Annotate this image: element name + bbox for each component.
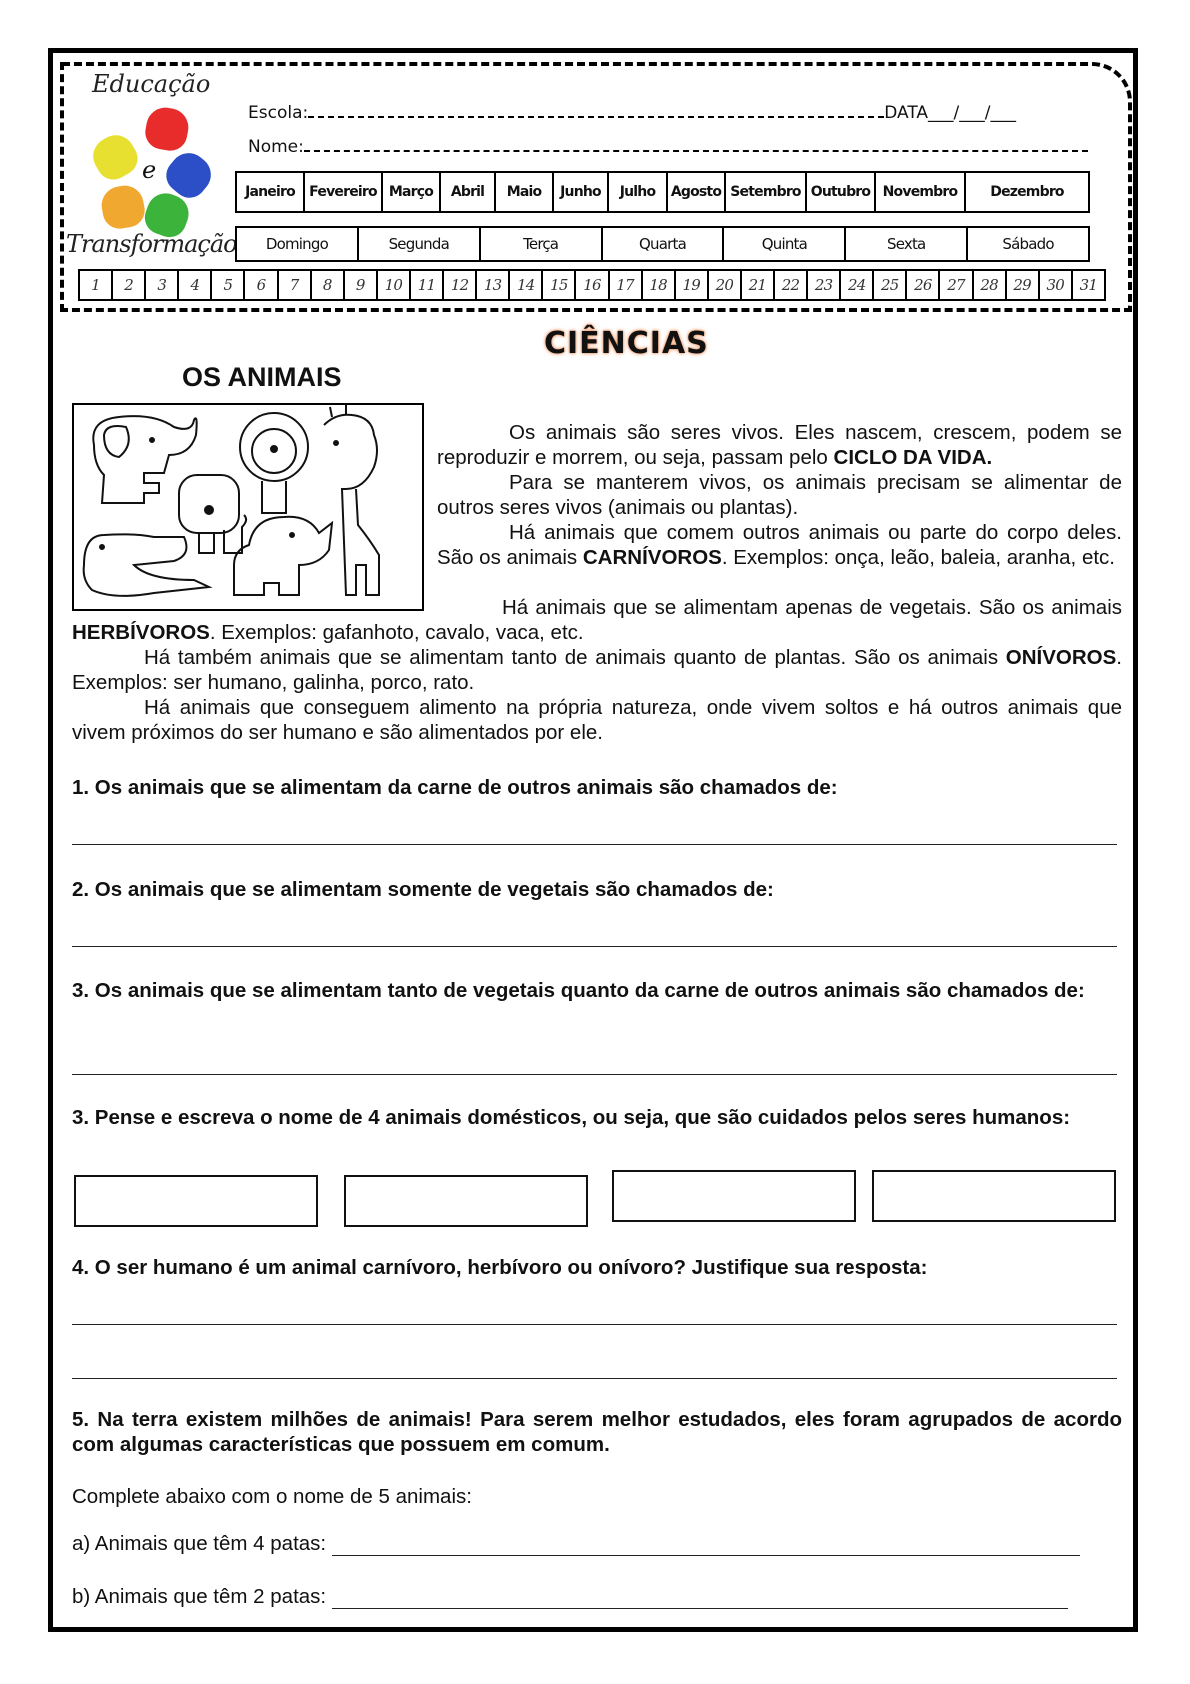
month-cell[interactable]: Abril: [441, 173, 496, 211]
red-hand-icon: [143, 105, 192, 154]
crocodile-icon: [84, 534, 209, 596]
school-field[interactable]: [248, 103, 1016, 123]
day-cell[interactable]: 2: [113, 271, 146, 299]
day-cell[interactable]: 24: [841, 271, 874, 299]
paragraph: Há animais que comem outros animais ou parte do corpo deles. São os animais CARNÍVOROS. Exemplos: onça, leão, baleia, aranha, etc.: [437, 521, 1122, 569]
day-cell[interactable]: 25: [874, 271, 907, 299]
question-1: 1. Os animais que se alimentam da carne de outros animais são chamados de:: [72, 776, 838, 799]
question-3: 3. Os animais que se alimentam tanto de vegetais quanto da carne de outros animais são chamados de:: [72, 979, 1085, 1002]
lion-icon: [240, 413, 308, 513]
answer-line-2[interactable]: [72, 946, 1117, 947]
month-cell[interactable]: Maio: [496, 173, 554, 211]
name-blank[interactable]: [304, 150, 1088, 152]
day-cell[interactable]: 29: [1007, 271, 1040, 299]
answer-line-4a[interactable]: [72, 1324, 1117, 1325]
logo-bottom-text: Transformação: [66, 230, 237, 258]
name-label: Nome:: [248, 137, 304, 157]
day-cell[interactable]: 5: [212, 271, 245, 299]
day-numbers-table: [78, 269, 1106, 301]
day-cell[interactable]: 6: [245, 271, 278, 299]
day-cell[interactable]: 21: [742, 271, 775, 299]
day-cell[interactable]: 11: [411, 271, 444, 299]
day-cell[interactable]: 4: [179, 271, 212, 299]
logo: [66, 68, 237, 264]
month-cell[interactable]: Junho: [554, 173, 609, 211]
intro-text: [437, 420, 1122, 570]
day-cell[interactable]: 12: [444, 271, 477, 299]
date-blank[interactable]: ___/___/___: [928, 103, 1016, 123]
month-cell[interactable]: Outubro: [807, 173, 876, 211]
weekday-cell[interactable]: Quinta: [724, 228, 846, 260]
question-3b: 3. Pense e escreva o nome de 4 animais domésticos, ou seja, que são cuidados pelos seres humanos:: [72, 1106, 1071, 1129]
day-cell[interactable]: 31: [1079, 276, 1098, 294]
question-2: 2. Os animais que se alimentam somente de vegetais são chamados de:: [72, 878, 774, 901]
domestic-animal-box-4[interactable]: [872, 1170, 1116, 1222]
day-cell[interactable]: 26: [907, 271, 940, 299]
school-blank[interactable]: [308, 116, 884, 118]
month-cell[interactable]: Setembro: [726, 173, 807, 211]
day-cell[interactable]: 18: [643, 271, 676, 299]
question-5: 5. Na terra existem milhões de animais! Para serem melhor estudados, eles foram agrupados de acordo com algumas características que possuem em comum.: [72, 1408, 1122, 1456]
day-cell[interactable]: 15: [543, 271, 576, 299]
date-label: DATA: [884, 103, 929, 123]
subject-title: CIÊNCIAS: [544, 326, 709, 361]
paragraph: Há animais que conseguem alimento na própria natureza, onde vivem soltos e há outros animais que vivem próximos do ser humano e são alimentados por ele.: [72, 696, 1122, 744]
weekday-cell[interactable]: Terça: [481, 228, 603, 260]
fill-label: a) Animais que têm 4 patas:: [72, 1532, 327, 1555]
day-cell[interactable]: 13: [477, 271, 510, 299]
leopard-icon: [179, 475, 246, 553]
logo-top-text: Educação: [92, 70, 211, 98]
day-cell[interactable]: 20: [709, 271, 742, 299]
animals-illustration: [72, 403, 424, 611]
rhinoceros-icon: [234, 517, 332, 595]
domestic-animal-box-2[interactable]: [344, 1175, 588, 1227]
day-cell[interactable]: 17: [610, 271, 643, 299]
day-cell[interactable]: 27: [940, 271, 973, 299]
fill-line[interactable]: [332, 1590, 1068, 1609]
school-label: Escola:: [248, 103, 309, 123]
giraffe-icon: [324, 405, 379, 595]
day-cell[interactable]: 19: [676, 271, 709, 299]
day-cell[interactable]: 22: [775, 271, 808, 299]
instruction-text: Complete abaixo com o nome de 5 animais:: [72, 1485, 472, 1508]
fill-label: b) Animais que têm 2 patas:: [72, 1585, 327, 1608]
fill-item-b: [72, 1585, 1068, 1609]
day-cell[interactable]: 28: [974, 271, 1007, 299]
month-cell[interactable]: Março: [383, 173, 441, 211]
domestic-animal-box-3[interactable]: [612, 1170, 856, 1222]
month-cell[interactable]: Julho: [609, 173, 668, 211]
month-cell[interactable]: Janeiro: [237, 173, 305, 211]
day-cell[interactable]: 3: [146, 271, 179, 299]
fill-item-a: [72, 1532, 1080, 1556]
orange-hand-icon: [99, 183, 148, 232]
section-title: OS ANIMAIS: [182, 362, 342, 392]
answer-line-3[interactable]: [72, 1074, 1117, 1075]
paragraph: Para se manterem vivos, os animais precisam se alimentar de outros seres vivos (animais ou plantas).: [437, 471, 1122, 519]
day-cell[interactable]: 10: [378, 271, 411, 299]
day-cell[interactable]: 7: [279, 271, 312, 299]
weekday-cell[interactable]: Sexta: [846, 228, 968, 260]
answer-line-4b[interactable]: [72, 1378, 1117, 1379]
month-cell[interactable]: Agosto: [668, 173, 726, 211]
day-cell[interactable]: 23: [808, 271, 841, 299]
question-4: 4. O ser humano é um animal carnívoro, herbívoro ou onívoro? Justifique sua resposta:: [72, 1256, 928, 1279]
yellow-hand-icon: [86, 128, 143, 185]
day-cell[interactable]: 9: [345, 271, 378, 299]
weekday-cell[interactable]: Segunda: [359, 228, 481, 260]
months-table: [235, 171, 1090, 213]
day-cell[interactable]: 8: [312, 271, 345, 299]
elephant-icon: [93, 416, 196, 503]
logo-connector: e: [142, 156, 157, 184]
month-cell[interactable]: Novembro: [876, 173, 966, 211]
name-field[interactable]: [248, 137, 1088, 157]
day-cell[interactable]: 16: [576, 271, 609, 299]
month-cell[interactable]: Dezembro: [990, 184, 1064, 200]
weekday-cell[interactable]: Quarta: [603, 228, 725, 260]
month-cell[interactable]: Fevereiro: [305, 173, 383, 211]
answer-line-1[interactable]: [72, 844, 1117, 845]
weekday-cell[interactable]: Sábado: [1002, 235, 1054, 253]
body-text: [72, 595, 1122, 745]
day-cell[interactable]: 30: [1040, 271, 1073, 299]
weekday-cell[interactable]: Domingo: [237, 228, 359, 260]
domestic-animal-box-1[interactable]: [74, 1175, 318, 1227]
paragraph: Os animais são seres vivos. Eles nascem, crescem, podem se reproduzir e morrem, ou seja, passam pelo CICLO DA VIDA.: [437, 421, 1122, 469]
paragraph: Há também animais que se alimentam tanto de animais quanto de plantas. São os animais ONÍVOROS. Exemplos: ser humano, galinha, porco, rato.: [72, 646, 1122, 694]
day-cell[interactable]: 1: [80, 271, 113, 299]
fill-line[interactable]: [332, 1537, 1080, 1556]
paragraph: Há animais que se alimentam apenas de vegetais. São os animais HERBÍVOROS. Exemplos: gafanhoto, cavalo, vaca, etc.: [72, 596, 1122, 644]
weekdays-table: [235, 226, 1090, 262]
day-cell[interactable]: 14: [510, 271, 543, 299]
